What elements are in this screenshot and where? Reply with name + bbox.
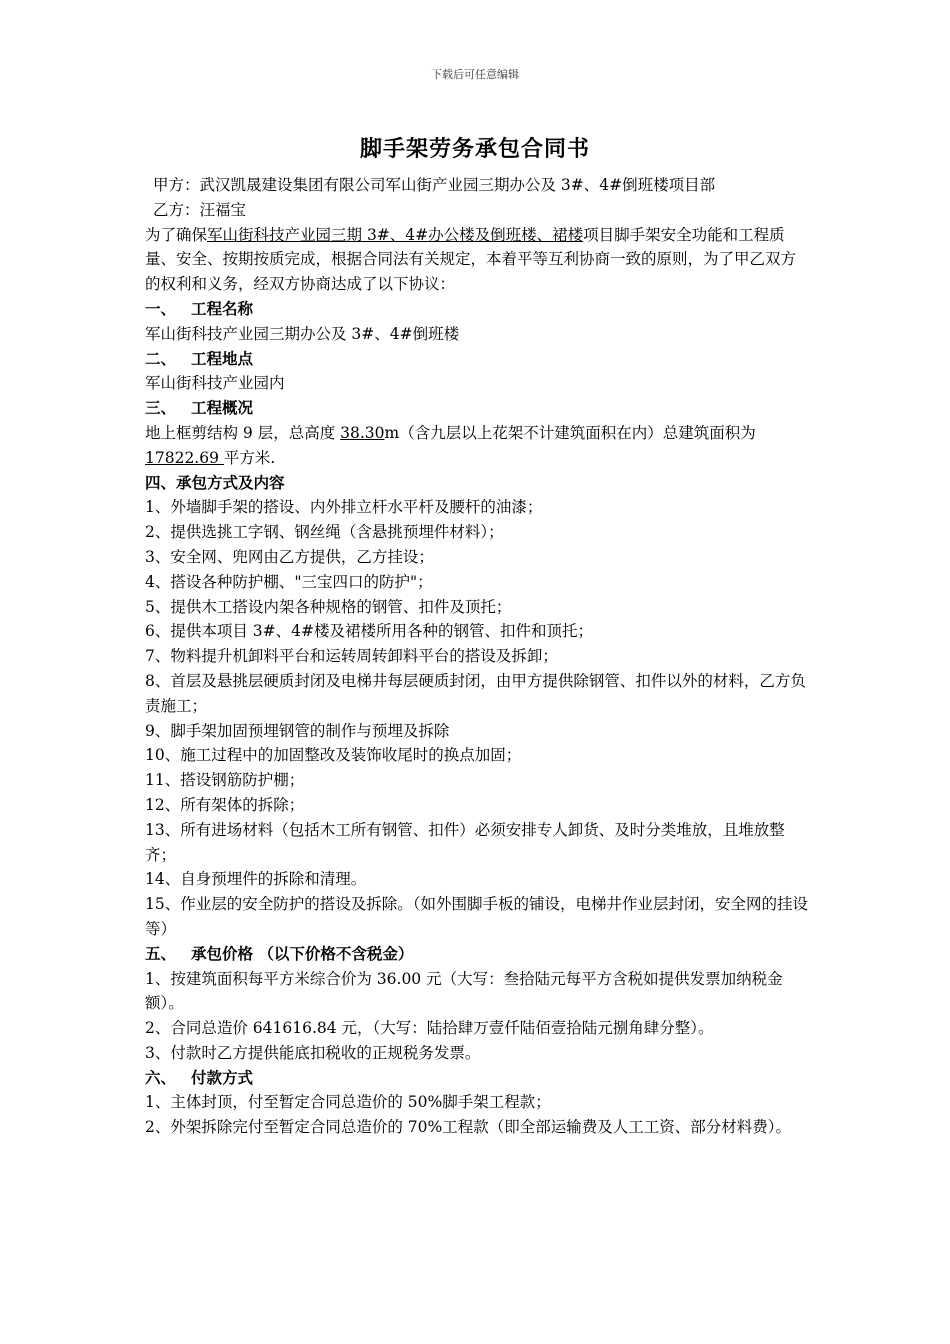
section-title: 工程地点	[191, 348, 254, 368]
building-height: 38.30	[340, 423, 385, 442]
list-item: 2、合同总造价 641616.84 元，（大写：陆拾肆万壹仟陆佰壹拾陆元捌角肆分整）。	[145, 1019, 714, 1038]
party-b: 乙方：汪福宝	[153, 200, 247, 219]
section-title: 承包价格 （以下价格不含税金）	[191, 943, 414, 963]
overview-text: 地上框剪结构 9 层，总高度	[145, 423, 341, 442]
project-overview	[145, 421, 810, 471]
list-item: 1、外墙脚手架的搭设、内外排立杆水平杆及腰杆的油漆；	[145, 498, 543, 517]
list-item: 8、首层及悬挑层硬质封闭及电梯井每层硬质封闭，由甲方提供除钢管、扣件以外的材料，乙方负责施工；	[145, 671, 806, 715]
document-title: 脚手架劳务承包合同书	[359, 136, 590, 162]
document-body	[145, 173, 810, 1140]
preamble-project: 军山街科技产业园三期 3#、4#办公楼及倒班楼、裙楼	[207, 225, 584, 244]
list-item: 3、安全网、兜网由乙方提供，乙方挂设；	[145, 547, 434, 566]
section-heading-1	[145, 297, 810, 322]
section-number: 一、	[145, 298, 177, 318]
list-item: 15、作业层的安全防护的搭设及拆除。（如外围脚手板的铺设，电梯井作业层封闭，安全网的挂设等）	[145, 895, 808, 938]
section-heading-2	[145, 347, 810, 372]
list-item: 12、所有架体的拆除；	[145, 795, 305, 814]
section-number: 五、	[145, 943, 177, 963]
list-item: 1、主体封顶，付至暂定合同总造价的 50%脚手架工程款；	[145, 1093, 551, 1112]
section-number: 六、	[145, 1067, 177, 1087]
header-note: 下载后可任意编辑	[431, 68, 519, 81]
preamble-start: 为了确保	[145, 225, 208, 244]
list-item: 10、施工过程中的加固整改及装饰收尾时的换点加固；	[145, 746, 522, 765]
list-item: 6、提供本项目 3#、4#楼及裙楼所用各种的钢管、扣件和顶托；	[145, 622, 593, 641]
section-heading-3	[145, 396, 810, 421]
section-number: 二、	[145, 348, 177, 368]
section-heading-5	[145, 942, 810, 967]
list-item: 2、外架拆除完付至暂定合同总造价的 70%工程款（即全部运输费及人工工资、部分材料费）。	[145, 1118, 791, 1137]
preamble	[145, 223, 810, 297]
project-location: 军山街科技产业园内	[145, 374, 285, 393]
section-heading-6	[145, 1066, 810, 1091]
list-item: 5、提供木工搭设内架各种规格的钢管、扣件及顶托；	[145, 597, 512, 616]
list-item: 11、搭设钢筋防护棚；	[145, 771, 305, 790]
list-item: 14、自身预埋件的拆除和清理。	[145, 870, 367, 889]
project-name: 军山街科技产业园三期办公及 3#、4#倒班楼	[145, 324, 460, 343]
list-item: 13、所有进场材料（包括木工所有钢管、扣件）必须安排专人卸货、及时分类堆放，且堆放整齐；	[145, 820, 785, 864]
party-a: 甲方：武汉凯晟建设集团有限公司军山街产业园三期办公及 3#、4#倒班楼项目部	[153, 176, 716, 194]
overview-text: m（含九层以上花架不计建筑面积在内）总建筑面积为	[384, 423, 756, 442]
list-item: 7、物料提升机卸料平台和运转周转卸料平台的搭设及拆卸；	[145, 647, 558, 666]
list-item: 9、脚手架加固预埋钢管的制作与预埋及拆除	[145, 721, 450, 740]
list-item: 1、按建筑面积每平方米综合价为 36.00 元（大写：叁拾陆元每平方含税如提供发票加纳税金额）。	[145, 969, 783, 1013]
overview-text: 平方米.	[223, 448, 276, 467]
section-number: 三、	[145, 398, 177, 418]
section-heading-4: 四、承包方式及内容	[145, 472, 285, 492]
list-item: 2、提供选挑工字钢、钢丝绳（含悬挑预埋件材料）；	[145, 523, 504, 542]
section-title: 付款方式	[191, 1067, 254, 1087]
section-title: 工程概况	[191, 398, 254, 418]
section-title: 工程名称	[191, 298, 254, 318]
list-item: 3、付款时乙方提供能底扣税收的正规税务发票。	[145, 1043, 481, 1062]
list-item: 4、搭设各种防护棚、"三宝四口的防护"；	[145, 572, 433, 591]
building-area: 17822.69	[145, 448, 224, 467]
preamble-end: 项目脚手架安全功能和工程质量、安全、按期按质完成，根据合同法有关规定，本着平等互利协商一致的原则，为了甲乙双方的权利和义务，经双方协商达成了以下协议：	[145, 225, 797, 294]
